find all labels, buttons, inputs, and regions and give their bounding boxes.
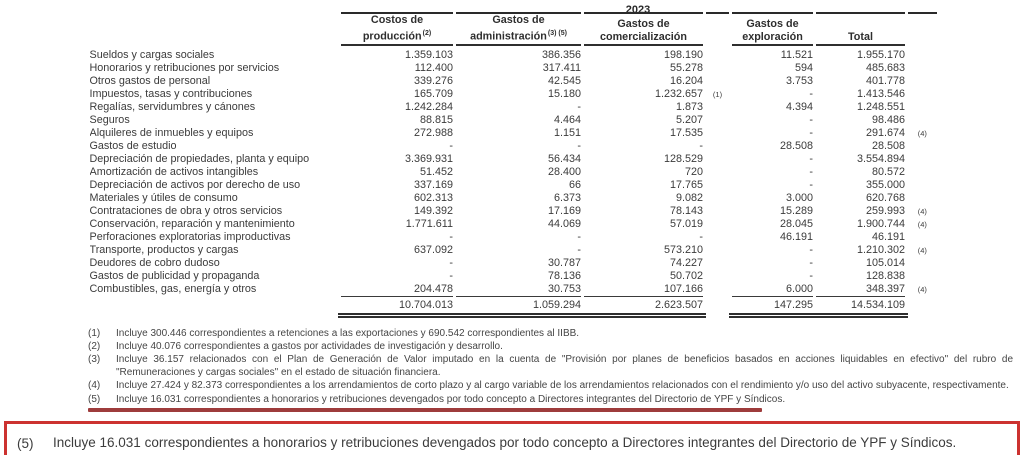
col-header-line: comercialización [599, 30, 687, 43]
footnote [88, 354, 1013, 379]
cell-produccion: 339.276 [340, 75, 455, 88]
comercializacion-footnote-ref [705, 270, 731, 283]
cell-produccion: 88.815 [340, 114, 455, 127]
cell-comercializacion: 5.207 [583, 114, 705, 127]
cell-comercializacion: 50.702 [583, 270, 705, 283]
comercializacion-footnote-ref [705, 257, 731, 270]
callout-footnote-number: (5) [17, 435, 34, 451]
cell-produccion: 204.478 [340, 283, 455, 297]
row-label: Deudores de cobro dudoso [89, 256, 220, 269]
cell-administracion: 17.169 [455, 205, 583, 218]
total-footnote-ref [907, 257, 937, 270]
cell-exploracion: - [731, 270, 815, 283]
table-row [90, 283, 937, 297]
comercializacion-footnote-ref [705, 127, 731, 140]
footnote-text: Incluye 16.031 correspondientes a honorarios y retribuciones devengados por todo concepto a Directores integrantes del Directorio de YPF y Síndicos. [116, 393, 786, 405]
total-footnote-ref [907, 88, 937, 101]
cell-administracion: 4.464 [455, 114, 583, 127]
cell-exploracion: 3.000 [731, 192, 815, 205]
cell-administracion: 66 [455, 179, 583, 192]
cell-total: 1.413.546 [815, 88, 907, 101]
cell-exploracion: 6.000 [731, 283, 815, 297]
cell-exploracion: 28.508 [731, 140, 815, 153]
total-exploracion: 147.295 [731, 296, 815, 315]
comercializacion-footnote-ref [705, 62, 731, 75]
cell-exploracion: - [731, 244, 815, 257]
cell-produccion: 165.709 [340, 88, 455, 101]
comercializacion-footnote-ref [705, 75, 731, 88]
comercializacion-footnote-ref [705, 231, 731, 244]
row-label: Gastos de estudio [89, 139, 177, 152]
col-header-footnote-ref: (2) [422, 30, 432, 37]
total-footnote-ref: (4) [917, 285, 927, 295]
cell-comercializacion: 720 [583, 166, 705, 179]
footnote [88, 328, 1013, 340]
row-label: Depreciación de propiedades, planta y equipo [89, 152, 310, 165]
cell-exploracion: - [731, 88, 815, 101]
cell-total: 401.778 [815, 75, 907, 88]
footnote-number: (5) [88, 393, 101, 405]
cell-administracion: - [455, 231, 583, 244]
cell-exploracion: 15.289 [731, 205, 815, 218]
cell-comercializacion: 17.765 [583, 179, 705, 192]
totals-row [90, 296, 937, 315]
cell-produccion: 272.988 [340, 127, 455, 140]
total-footnote-ref [907, 114, 937, 127]
cell-comercializacion: 57.019 [583, 218, 705, 231]
row-label: Alquileres de inmuebles y equipos [89, 126, 254, 139]
comercializacion-footnote-ref [705, 179, 731, 192]
cell-comercializacion: 17.535 [583, 127, 705, 140]
cell-comercializacion: 9.082 [583, 192, 705, 205]
comercializacion-footnote-ref [705, 166, 731, 179]
cell-comercializacion: - [583, 231, 705, 244]
total-footnote-ref [907, 153, 937, 166]
cell-comercializacion: 1.873 [583, 101, 705, 114]
year-label: 2023 [625, 4, 651, 12]
total-footnote-ref: (4) [917, 245, 927, 255]
totals-ref-spacer [907, 296, 937, 315]
comercializacion-footnote-ref [705, 114, 731, 127]
red-underline-annotation [88, 408, 762, 412]
year-row-spacer [90, 0, 340, 13]
total-general: 14.534.109 [815, 296, 907, 315]
row-label: Amortización de activos intangibles [89, 165, 259, 178]
table-row [90, 101, 937, 114]
footnote [88, 380, 1013, 392]
total-footnote-ref: (4) [917, 219, 927, 229]
cell-comercializacion: 573.210 [583, 244, 705, 257]
footnote-text: Incluye 27.424 y 82.373 correspondientes a los arrendamientos de corto plazo y al cargo variable de los arrendamientos relacionados con el rendimiento y/o uso del activo subyacente, respectivamente. [116, 380, 1009, 392]
cell-produccion: 51.452 [340, 166, 455, 179]
col-header-comercializacion [583, 13, 705, 45]
cell-total: 1.900.744 [815, 218, 907, 231]
total-footnote-ref [907, 270, 937, 283]
col-header-produccion [340, 13, 455, 45]
table-row [90, 179, 937, 192]
table-row [90, 231, 937, 244]
cell-total: 28.508 [815, 140, 907, 153]
cell-total: 1.955.170 [815, 49, 907, 62]
row-label: Regalías, servidumbres y cánones [89, 100, 256, 113]
col-header-line: Gastos de [492, 14, 545, 26]
expense-table [88, 0, 938, 318]
total-produccion: 10.704.013 [340, 296, 455, 315]
header-ref-spacer [705, 13, 731, 45]
row-label: Contrataciones de obra y otros servicios [89, 204, 283, 217]
cell-administracion: - [455, 101, 583, 114]
row-label: Materiales y útiles de consumo [89, 191, 238, 204]
cell-comercializacion: 74.227 [583, 257, 705, 270]
expense-table-container [88, 0, 1024, 318]
total-footnote-ref: (4) [917, 128, 927, 138]
comercializacion-footnote-ref: (1) [712, 89, 723, 99]
highlight-box [4, 421, 1020, 455]
row-label: Combustibles, gas, energía y otros [89, 283, 257, 296]
table-row [90, 49, 937, 62]
comercializacion-footnote-ref [705, 153, 731, 166]
total-footnote-ref [907, 166, 937, 179]
row-label: Transporte, productos y cargas [89, 243, 239, 256]
footnote-text: Incluye 36.157 relacionados con el Plan de Generación de Valor imputado en la cuenta de "Provisión por planes de beneficios basados en acciones liquidables en efectivo" del rubro de "Remuneraciones y cargas sociales" en el estado de situación financiera. [116, 354, 1013, 378]
table-row [90, 114, 937, 127]
comercializacion-footnote-ref [705, 218, 731, 231]
column-header-row [90, 13, 937, 45]
row-label: Sueldos y cargas sociales [89, 48, 215, 61]
table-row [90, 88, 937, 101]
cell-administracion: 28.400 [455, 166, 583, 179]
cell-comercializacion: 55.278 [583, 62, 705, 75]
cell-administracion: 44.069 [455, 218, 583, 231]
cell-administracion: 30.753 [455, 283, 583, 297]
cell-administracion: 1.151 [455, 127, 583, 140]
row-label: Gastos de publicidad y propaganda [89, 269, 260, 282]
cell-produccion: - [340, 231, 455, 244]
footnote-text: Incluye 300.446 correspondientes a retenciones a las exportaciones y 690.542 correspondientes al IIBB. [116, 327, 580, 339]
cell-total: 355.000 [815, 179, 907, 192]
table-row [90, 270, 937, 283]
comercializacion-footnote-ref [705, 244, 731, 257]
cell-produccion: 637.092 [340, 244, 455, 257]
col-header-line: Gastos de [617, 17, 670, 30]
table-row [90, 218, 937, 231]
table-row [90, 166, 937, 179]
table-row [90, 244, 937, 257]
cell-administracion: 317.411 [455, 62, 583, 75]
total-footnote-ref [907, 231, 937, 244]
col-header-line: producción [362, 30, 422, 43]
cell-produccion: 602.313 [340, 192, 455, 205]
cell-administracion: 386.356 [455, 49, 583, 62]
col-header-exploracion [731, 13, 815, 45]
cell-total: 620.768 [815, 192, 907, 205]
header-ref-spacer [907, 13, 937, 45]
cell-total: 128.838 [815, 270, 907, 283]
cell-exploracion: - [731, 257, 815, 270]
row-label: Depreciación de activos por derecho de uso [89, 178, 301, 191]
totals-ref-spacer [705, 296, 731, 315]
total-comercializacion: 2.623.507 [583, 296, 705, 315]
cell-comercializacion: 16.204 [583, 75, 705, 88]
col-header-line: exploración [742, 30, 803, 43]
comercializacion-footnote-ref [705, 140, 731, 153]
cell-exploracion: 28.045 [731, 218, 815, 231]
cell-exploracion: 11.521 [731, 49, 815, 62]
cell-exploracion: 4.394 [731, 101, 815, 114]
cell-administracion: - [455, 244, 583, 257]
row-label: Impuestos, tasas y contribuciones [89, 87, 253, 100]
cell-total: 291.674 [815, 127, 907, 140]
footnote-text: Incluye 40.076 correspondientes a gastos por actividades de investigación y desarrollo. [116, 341, 503, 352]
total-footnote-ref [907, 62, 937, 75]
total-footnote-ref [907, 140, 937, 153]
total-footnote-ref: (4) [917, 206, 927, 216]
cell-total: 348.397 [815, 283, 907, 297]
callout-footnote-text: Incluye 16.031 correspondientes a honorarios y retribuciones devengados por todo concepto a Directores integrantes del Directorio de YPF y Síndicos. [53, 435, 957, 451]
row-label: Perforaciones exploratorias improductivas [89, 230, 291, 243]
comercializacion-footnote-ref [705, 192, 731, 205]
total-footnote-ref [907, 49, 937, 62]
cell-produccion: - [340, 257, 455, 270]
cell-exploracion: - [731, 153, 815, 166]
comercializacion-footnote-ref [705, 205, 731, 218]
cell-administracion: 15.180 [455, 88, 583, 101]
cell-comercializacion: 107.166 [583, 283, 705, 297]
cell-total: 3.554.894 [815, 153, 907, 166]
col-header-administracion [455, 13, 583, 45]
cell-comercializacion: 78.143 [583, 205, 705, 218]
year-header [340, 0, 937, 13]
cell-comercializacion: 128.529 [583, 153, 705, 166]
table-row [90, 140, 937, 153]
total-footnote-ref [907, 179, 937, 192]
cell-exploracion: 46.191 [731, 231, 815, 244]
cell-administracion: 30.787 [455, 257, 583, 270]
col-header-total [815, 13, 907, 45]
col-header-footnote-ref: (3) (5) [547, 30, 567, 37]
cell-produccion: 1.771.611 [340, 218, 455, 231]
cell-total: 105.014 [815, 257, 907, 270]
col-header-line: Gastos de [746, 17, 799, 30]
col-header-line: Costos de [370, 14, 424, 26]
col-header-line: administración [470, 30, 547, 43]
footnotes-section [88, 328, 1013, 406]
cell-produccion: - [340, 270, 455, 283]
cell-administracion: - [455, 140, 583, 153]
row-label: Seguros [89, 113, 130, 126]
table-row [90, 75, 937, 88]
cell-produccion: 1.242.284 [340, 101, 455, 114]
cell-comercializacion: 1.232.657 [583, 88, 705, 101]
col-header-line: Total [848, 30, 873, 43]
comercializacion-footnote-ref [705, 283, 731, 297]
cell-total: 80.572 [815, 166, 907, 179]
totals-label-spacer [90, 296, 340, 315]
cell-exploracion: 594 [731, 62, 815, 75]
comercializacion-footnote-ref [705, 49, 731, 62]
cell-produccion: 149.392 [340, 205, 455, 218]
cell-produccion: 1.359.103 [340, 49, 455, 62]
total-administracion: 1.059.294 [455, 296, 583, 315]
cell-total: 1.210.302 [815, 244, 907, 257]
row-label: Conservación, reparación y mantenimiento [89, 217, 295, 230]
cell-produccion: 337.169 [340, 179, 455, 192]
cell-produccion: 3.369.931 [340, 153, 455, 166]
label-column-header [90, 13, 340, 45]
table-row [90, 192, 937, 205]
cell-comercializacion: 198.190 [583, 49, 705, 62]
footnote [88, 394, 1013, 406]
cell-exploracion: - [731, 179, 815, 192]
table-row [90, 127, 937, 140]
cell-exploracion: - [731, 166, 815, 179]
cell-administracion: 56.434 [455, 153, 583, 166]
cell-total: 1.248.551 [815, 101, 907, 114]
cell-exploracion: - [731, 127, 815, 140]
comercializacion-footnote-ref [705, 101, 731, 114]
footnote [88, 341, 1013, 353]
year-row [90, 0, 937, 13]
total-footnote-ref [907, 192, 937, 205]
table-row [90, 205, 937, 218]
cell-comercializacion: - [583, 140, 705, 153]
table-row [90, 257, 937, 270]
cell-produccion: - [340, 140, 455, 153]
footnote-number: (4) [88, 380, 101, 392]
table-row [90, 62, 937, 75]
footnote-number: (3) [88, 354, 101, 366]
cell-exploracion: - [731, 114, 815, 127]
row-label: Honorarios y retribuciones por servicios [89, 61, 280, 74]
cell-produccion: 112.400 [340, 62, 455, 75]
cell-total: 485.683 [815, 62, 907, 75]
total-footnote-ref [907, 75, 937, 88]
cell-administracion: 6.373 [455, 192, 583, 205]
cell-exploracion: 3.753 [731, 75, 815, 88]
cell-total: 259.993 [815, 205, 907, 218]
cell-administracion: 78.136 [455, 270, 583, 283]
row-label: Otros gastos de personal [89, 74, 211, 87]
footnote-number: (1) [88, 327, 101, 339]
table-row [90, 153, 937, 166]
expense-rows [90, 49, 937, 297]
footnote-number: (2) [88, 341, 101, 352]
cell-total: 98.486 [815, 114, 907, 127]
cell-administracion: 42.545 [455, 75, 583, 88]
total-footnote-ref [907, 101, 937, 114]
cell-total: 46.191 [815, 231, 907, 244]
